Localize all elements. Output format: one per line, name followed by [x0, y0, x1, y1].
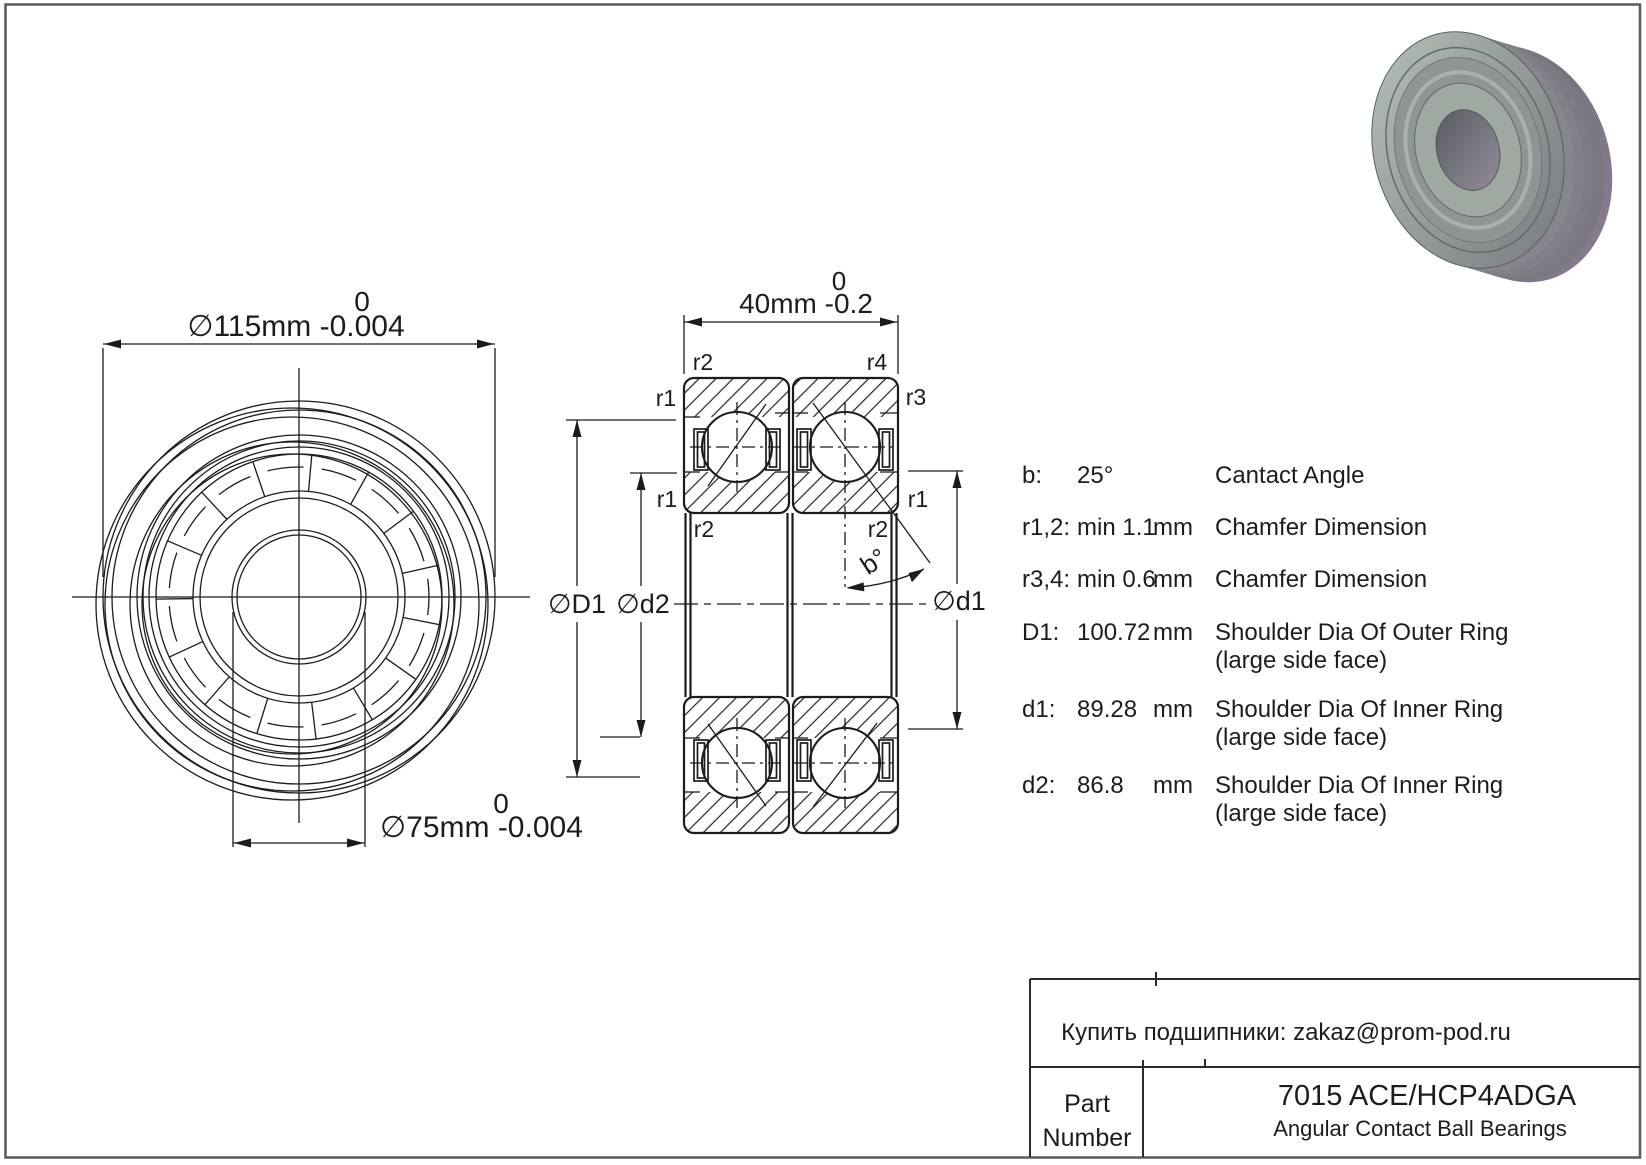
dim-d2	[600, 473, 677, 737]
spec-unit: mm	[1153, 566, 1193, 593]
section-view	[548, 266, 986, 833]
title-block	[1030, 972, 1640, 1157]
spec-key: r3,4:	[1022, 566, 1071, 593]
contact-angle-annotation	[846, 542, 924, 592]
spec-key: b:	[1022, 462, 1043, 489]
label-dia-d1: ∅d1	[932, 586, 986, 616]
dim-bore-text: ∅75mm -0.004	[380, 811, 583, 844]
label-r4-top-right: r4	[866, 349, 888, 375]
part-label-line2: Number	[1042, 1124, 1132, 1152]
spec-value: 89.28	[1077, 696, 1138, 723]
spec-unit: mm	[1153, 619, 1193, 646]
label-contact-angle: b°	[854, 541, 893, 581]
spec-value: 86.8	[1077, 772, 1124, 799]
dim-outer-tol-upper: 0	[354, 286, 370, 317]
label-r3-right: r3	[905, 384, 927, 410]
spec-unit: mm	[1153, 772, 1193, 799]
part-number-text: 7015 ACE/HCP4ADGA	[1277, 1080, 1577, 1112]
spec-desc: Shoulder Dia Of Inner Ring	[1215, 772, 1504, 799]
spec-desc: Shoulder Dia Of Outer Ring	[1215, 619, 1509, 646]
label-r2-top-left: r2	[692, 349, 714, 375]
spec-desc: Chamfer Dimension	[1215, 566, 1428, 593]
spec-value: min 1.1	[1077, 514, 1156, 541]
label-dia-D1: ∅D1	[547, 589, 607, 619]
spec-key: r1,2:	[1022, 514, 1071, 541]
label-dia-d2: ∅d2	[616, 589, 670, 619]
bearing-3d-image	[1345, 9, 1640, 306]
spec-desc2: (large side face)	[1215, 647, 1388, 674]
spec-desc2: (large side face)	[1215, 724, 1388, 751]
spec-desc2: (large side face)	[1215, 800, 1388, 827]
dim-width-text: 40mm -0.2	[739, 288, 873, 319]
label-r2-bottom-left: r2	[693, 516, 715, 542]
part-label-line1: Part	[1064, 1090, 1110, 1118]
label-r1-mid-left: r1	[656, 486, 678, 512]
spec-key: D1:	[1022, 619, 1060, 646]
label-r1-left: r1	[655, 385, 677, 411]
spec-value: 25°	[1077, 462, 1114, 489]
spec-unit: mm	[1153, 514, 1193, 541]
spec-unit: mm	[1153, 696, 1193, 723]
part-type-text: Angular Contact Ball Bearings	[1273, 1116, 1567, 1141]
spec-value: 100.72	[1077, 619, 1151, 646]
spec-key: d1:	[1022, 696, 1056, 723]
spec-value: min 0.6	[1077, 566, 1156, 593]
spec-desc: Shoulder Dia Of Inner Ring	[1215, 696, 1504, 723]
contact-email-text[interactable]: Купить подшипники: zakaz@prom-pod.ru	[1061, 1019, 1511, 1046]
front-view	[72, 286, 583, 848]
dim-outer-text: ∅115mm -0.004	[187, 310, 405, 343]
dim-bore-tol-upper: 0	[493, 788, 509, 819]
spec-key: d2:	[1022, 772, 1056, 799]
spec-desc: Cantact Angle	[1215, 462, 1365, 489]
spec-desc: Chamfer Dimension	[1215, 514, 1428, 541]
label-r2-bottom-right: r2	[867, 516, 889, 542]
spec-list	[1022, 462, 1508, 827]
label-r1-mid-right: r1	[907, 486, 929, 512]
dim-bore-diameter	[233, 612, 583, 848]
dim-width-tol-upper: 0	[831, 266, 847, 296]
bearing-balls	[702, 412, 880, 798]
